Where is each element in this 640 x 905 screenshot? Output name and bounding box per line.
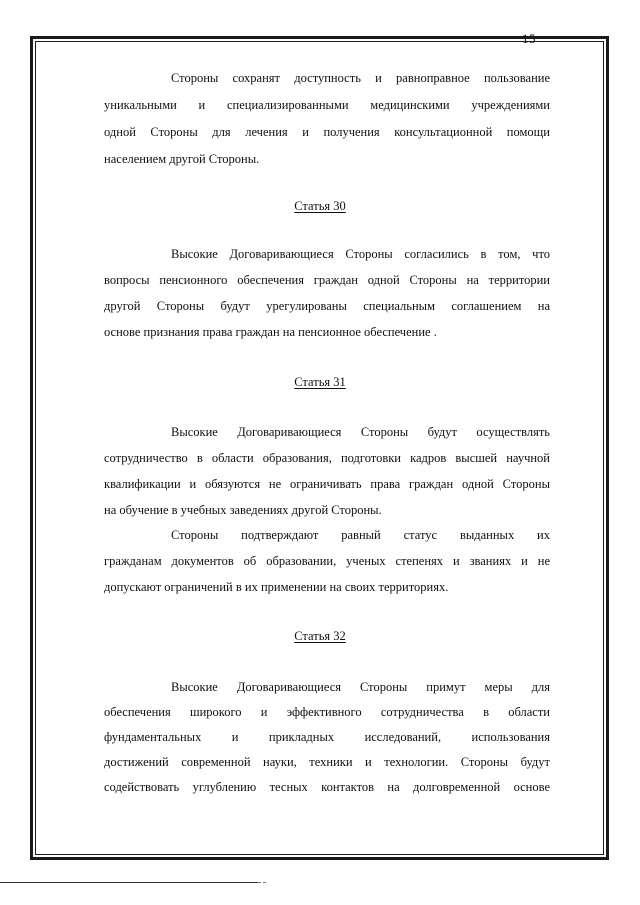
article-31-line: допускают ограничений в их применении на своих территориях. bbox=[104, 580, 449, 594]
article-32-line: Высокие Договаривающиеся Стороны примут меры для bbox=[171, 680, 550, 694]
page-number: 15 bbox=[522, 31, 536, 46]
article-31-line: Стороны подтверждают равный статус выданных их bbox=[171, 528, 550, 542]
article-30-line: основе признания права граждан на пенсионное обеспечение . bbox=[104, 325, 437, 339]
scan-edge-line bbox=[0, 882, 258, 883]
article-32-line: обеспечения широкого и эффективного сотрудничества в области bbox=[104, 705, 550, 719]
paragraph-line: уникальными и специализированными медицинскими учреждениями bbox=[104, 98, 550, 112]
article-31-heading: Статья 31 bbox=[294, 375, 346, 389]
article-32-line: содействовать углублению тесных контактов на долговременной основе bbox=[104, 780, 550, 794]
article-31-line: сотрудничество в области образования, подготовки кадров высшей научной bbox=[104, 451, 550, 465]
paragraph-line: населением другой Стороны. bbox=[104, 152, 260, 166]
article-32-line: фундаментальных и прикладных исследований, использования bbox=[104, 730, 550, 744]
article-30-heading: Статья 30 bbox=[294, 199, 346, 213]
article-30-line: другой Стороны будут урегулированы специальным соглашением на bbox=[104, 299, 550, 313]
paragraph-line: одной Стороны для лечения и получения консультационной помощи bbox=[104, 125, 550, 139]
scan-edge-line bbox=[258, 882, 266, 883]
article-31-line: квалификации и обязуются не ограничивать права граждан одной Стороны bbox=[104, 477, 550, 491]
article-30-line: Высокие Договаривающиеся Стороны согласились в том, что bbox=[171, 247, 550, 261]
article-32-line: достижений современной науки, техники и технологии. Стороны будут bbox=[104, 755, 550, 769]
article-32-heading: Статья 32 bbox=[294, 629, 346, 643]
article-31-line: гражданам документов об образовании, ученых степенях и званиях и не bbox=[104, 554, 550, 568]
article-31-line: на обучение в учебных заведениях другой Стороны. bbox=[104, 503, 382, 517]
paragraph-line: Стороны сохранят доступность и равноправное пользование bbox=[171, 71, 550, 85]
scan-mark: · bbox=[598, 32, 602, 43]
article-31-line: Высокие Договаривающиеся Стороны будут осуществлять bbox=[171, 425, 550, 439]
article-30-line: вопросы пенсионного обеспечения граждан одной Стороны на территории bbox=[104, 273, 550, 287]
